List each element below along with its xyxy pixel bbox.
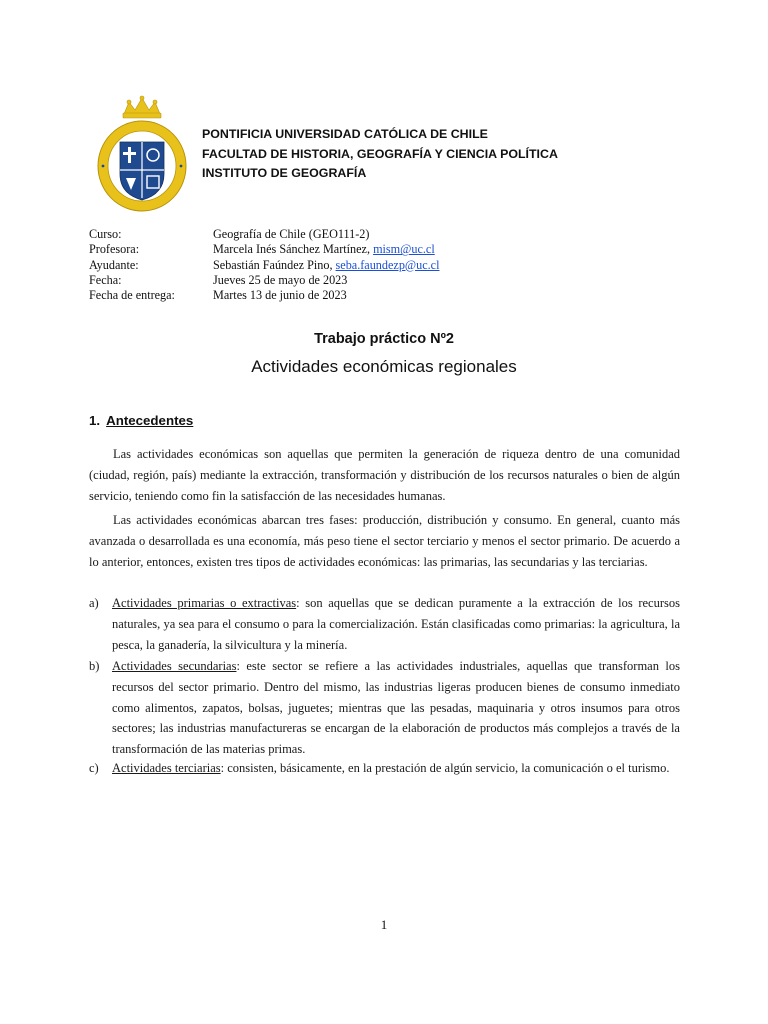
course-label: Curso: — [89, 227, 122, 241]
due-date-value: Martes 13 de junio de 2023 — [213, 288, 347, 303]
course-row — [89, 227, 439, 242]
list-marker: b) — [89, 659, 100, 673]
paragraph-1: Las actividades económicas son aquellas que permiten la generación de riqueza dentro de una comunidad (ciudad, región, país) mediante la extracción, transformación y distribución de los recursos naturales o bien de algún servicio, teniendo como fin la satisfacción de las necesidades humanas. — [89, 447, 680, 503]
due-date-label: Fecha de entrega: — [89, 288, 175, 303]
section-title: Antecedentes — [106, 413, 194, 428]
assistant-label: Ayudante: — [89, 257, 139, 272]
professor-row — [89, 242, 439, 257]
institute-name: INSTITUTO DE GEOGRAFÍA — [202, 166, 367, 180]
list-item-term: Actividades secundarias — [112, 659, 237, 673]
assistant-email-link[interactable]: seba.faundezp@uc.cl — [335, 257, 440, 272]
list-item-term: Actividades terciarias — [112, 761, 221, 775]
list-item-term: Actividades primarias o extractivas — [112, 596, 297, 610]
list-marker: a) — [89, 596, 99, 610]
course-value: Geografía de Chile (GEO111-2) — [213, 227, 370, 241]
document-title: Trabajo práctico Nº2 — [314, 331, 454, 347]
list-item-tertiary — [89, 758, 680, 779]
institution-name: PONTIFICIA UNIVERSIDAD CATÓLICA DE CHILE — [202, 127, 488, 141]
section-heading — [89, 413, 193, 428]
list-item-text — [112, 593, 680, 655]
paragraph-2: Las actividades económicas abarcan tres fases: producción, distribución y consumo. En general, cuanto más avanzada o desarrollada es una economía, más peso tiene el sector terciario y menos el sector primario. De acuerdo a lo anterior, entonces, existen tres tipos de actividades económicas: las primarias, las secundarias y las terciarias. — [89, 513, 680, 569]
assistant-value — [213, 258, 439, 273]
date-label: Fecha: — [89, 272, 122, 287]
faculty-name: FACULTAD DE HISTORIA, GEOGRAFÍA Y CIENCIA POLÍTICA — [202, 146, 558, 161]
professor-label: Profesora: — [89, 242, 140, 257]
list-item-text — [112, 758, 680, 779]
university-seal-logo — [96, 94, 188, 212]
professor-email-link[interactable]: mism@uc.cl — [373, 242, 435, 257]
page-number: 1 — [380, 917, 388, 932]
section-number: 1. — [89, 413, 101, 428]
professor-value — [213, 242, 435, 257]
assistant-row — [89, 258, 439, 273]
list-item-secondary — [89, 656, 680, 760]
list-item-description: : consisten, básicamente, en la prestación de algún servicio, la comunicación o el turismo. — [220, 761, 670, 775]
date-value: Jueves 25 de mayo de 2023 — [213, 272, 348, 287]
list-item-text — [112, 656, 680, 760]
document-subtitle: Actividades económicas regionales — [251, 357, 517, 376]
date-row — [89, 273, 439, 288]
list-item-description: : este sector se refiere a las actividades industriales, aquellas que transforman los recursos del sector primario. Dentro del mismo, las industrias ligeras producen bienes de consumo inmediato como alimentos, zapatos, bolsas, juguetes; mientras que las pesadas, maquinaria y otros insumos para otros sectores; las industrias manufactureras se encargan de la elaboración de productos más complejos a través de la transformación de las materias primas. — [112, 659, 681, 757]
assistant-name: Sebastián Faúndez Pino, — [213, 257, 336, 272]
due-date-row — [89, 288, 439, 303]
list-item-description: : son aquellas que se dedican puramente a la extracción de los recursos naturales, ya sea para el consumo o para la comercialización. Están clasificadas como primarias: la agricultura, la pesca, la ganadería, la silvicultura y la minería. — [112, 596, 680, 652]
list-marker: c) — [89, 761, 99, 775]
course-info-block — [89, 227, 439, 303]
professor-name: Marcela Inés Sánchez Martínez, — [213, 242, 374, 257]
list-item-primary — [89, 593, 680, 655]
institution-header — [202, 125, 558, 184]
